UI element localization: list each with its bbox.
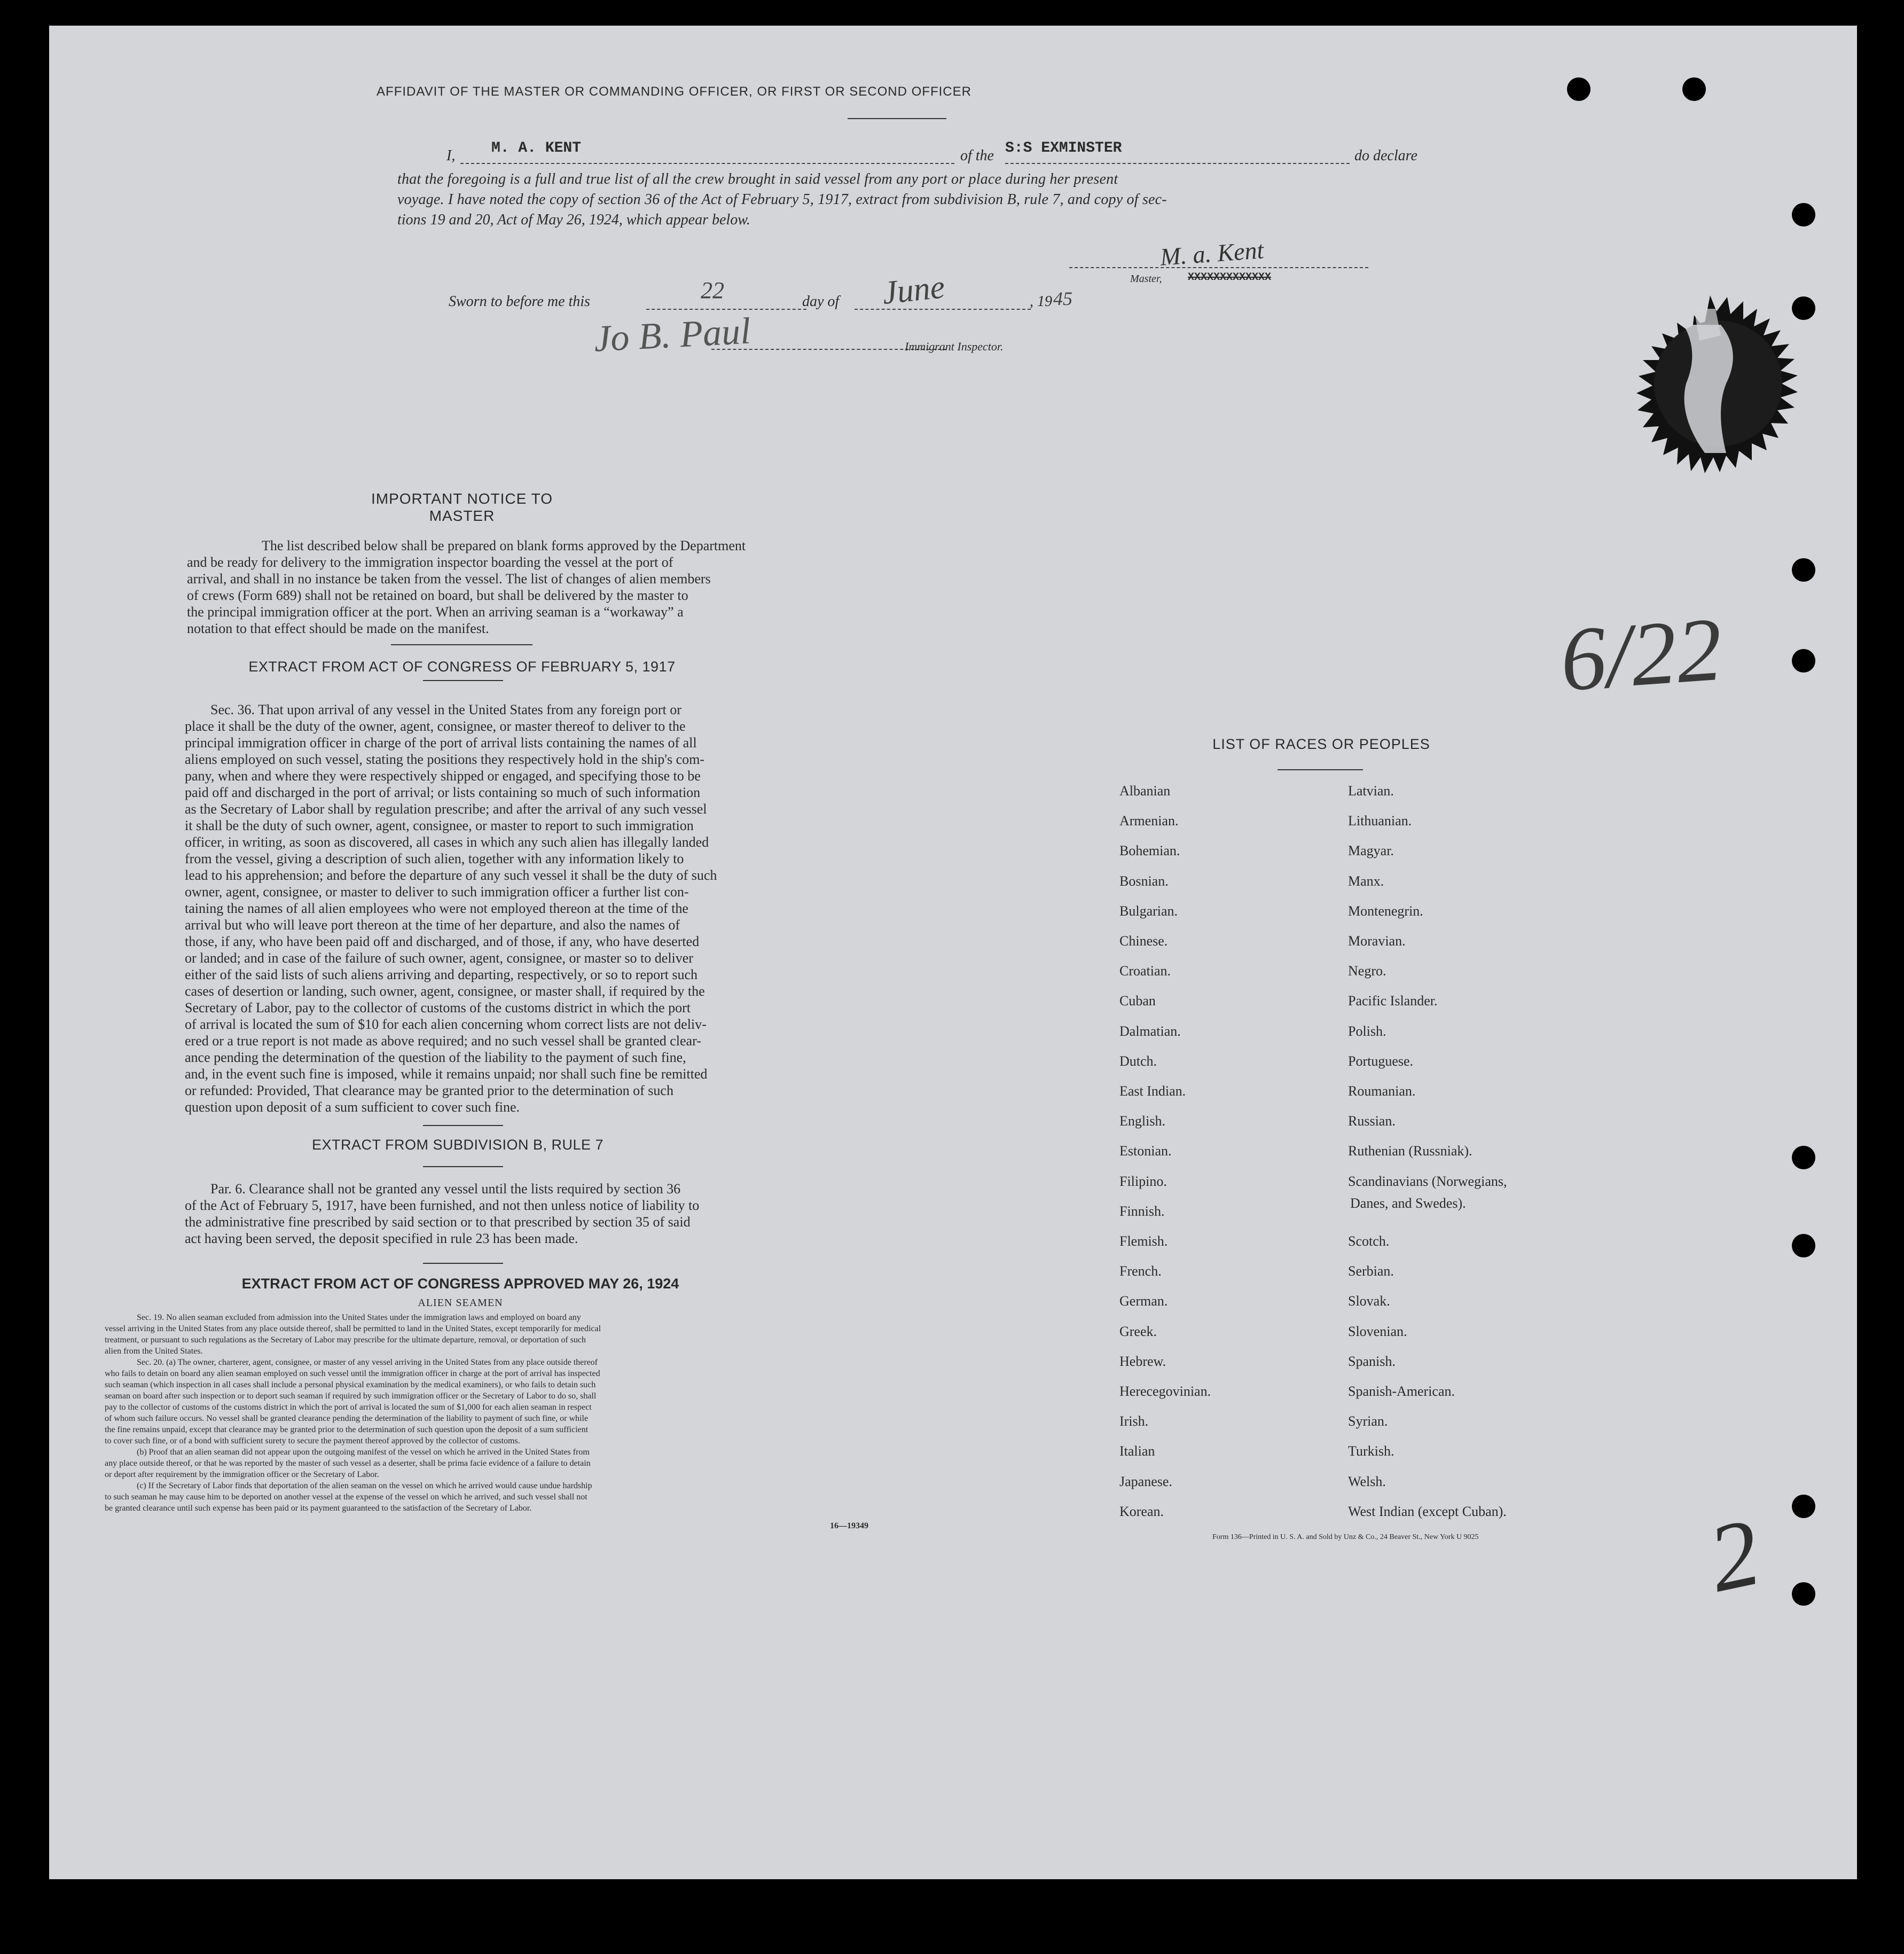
- text-line: seaman on board after such inspection or to deport such seaman if required by such immigration officer or the Secretary of Labor to do so, shall: [105, 1392, 597, 1401]
- race-item: Croatian.: [1119, 963, 1171, 979]
- text-line: or landed; and in case of the failure of such owner, agent, consignee, or master so to deliver: [185, 950, 693, 966]
- text-line: owner, agent, consignee, or master to deliver to such immigration officer a further list con-: [185, 884, 689, 900]
- race-item: Serbian.: [1348, 1263, 1394, 1279]
- race-item: Scotch.: [1348, 1233, 1390, 1249]
- race-item: Russian.: [1348, 1113, 1396, 1129]
- section-rule: [423, 680, 503, 681]
- vessel-name: S:S EXMINSTER: [1005, 140, 1122, 157]
- punch-hole: [1792, 203, 1815, 226]
- master-caption: Master,: [1130, 273, 1162, 285]
- text-line: question upon deposit of a sum sufficient to cover such fine.: [185, 1099, 520, 1115]
- text-line: alien from the United States.: [105, 1347, 203, 1356]
- race-item: Chinese.: [1119, 933, 1168, 949]
- vessel-dotted-line: [1005, 163, 1350, 164]
- race-item: East Indian.: [1119, 1083, 1186, 1099]
- document-page: [49, 26, 1857, 1879]
- sworn-day: 22: [701, 277, 724, 303]
- text-line: (c) If the Secretary of Labor finds that deportation of the alien seaman on the vessel on which he arrived would cause undue hardship: [137, 1481, 592, 1490]
- section-rule: [423, 1263, 503, 1264]
- text-line: it shall be the duty of such owner, agent, consignee, or master to report to such immigration: [185, 818, 694, 833]
- affidavit-line-2: that the foregoing is a full and true list of all the crew brought in said vessel from any port or place during her present: [397, 171, 1118, 187]
- extract-1917-body: [185, 701, 841, 1115]
- race-item: Polish.: [1348, 1023, 1386, 1039]
- race-item: West Indian (except Cuban).: [1348, 1503, 1507, 1519]
- extract-1924-body: [105, 1313, 927, 1515]
- race-item: Manx.: [1348, 873, 1384, 889]
- handwritten-date-note: 6/22: [1557, 598, 1726, 710]
- punch-hole: [1792, 296, 1815, 320]
- text-line: to cover such fine, or of a bond with sufficient surety to secure the payment thereof approved by the collector of customs.: [105, 1436, 520, 1445]
- text-line: Sec. 20. (a) The owner, charterer, agent, consignee, or master of any vessel arriving in the United States from any place outside thereof: [137, 1358, 598, 1367]
- punch-hole: [1792, 1146, 1815, 1169]
- name-dotted-line: [460, 163, 954, 164]
- day-dotted-line: [646, 309, 806, 310]
- text-line: lead to his apprehension; and before the departure of any such vessel it shall be the duty of such: [185, 867, 717, 883]
- race-item: Spanish-American.: [1348, 1384, 1455, 1399]
- text-line: (b) Proof that an alien seaman did not appear upon the outgoing manifest of the vessel on which he arrived in the United States from: [137, 1448, 590, 1457]
- extract-1924-title: EXTRACT FROM ACT OF CONGRESS APPROVED MAY 26, 1924: [241, 1276, 679, 1292]
- text-line: arrival, and shall in no instance be taken from the vessel. The list of changes of alien members: [187, 571, 711, 587]
- race-scandinavians-continued: Danes, and Swedes).: [1350, 1195, 1466, 1211]
- text-line: officer, in writing, as soon as discovered, all cases in which any such alien has illegally landed: [185, 834, 709, 850]
- text-line: of whom such failure occurs. No vessel shall be granted clearance pending the determination of the liability to payment of such fine, or while: [105, 1414, 589, 1423]
- race-item: Slovenian.: [1348, 1323, 1407, 1339]
- master-signature-line: [1069, 267, 1368, 268]
- text-line: Secretary of Labor, pay to the collector of customs of the customs district in which the port: [185, 1000, 691, 1015]
- race-item: Latvian.: [1348, 783, 1394, 799]
- text-line: arrival but who will leave port thereon at the time of her departure, and also the names of: [185, 917, 680, 933]
- race-item: Finnish.: [1119, 1203, 1165, 1219]
- punch-hole: [1567, 77, 1590, 101]
- races-title: LIST OF RACES OR PEOPLES: [1212, 736, 1430, 752]
- affidavit-title: AFFIDAVIT OF THE MASTER OR COMMANDING OFFICER, OR FIRST OR SECOND OFFICER: [377, 84, 971, 99]
- text-line: be granted clearance until such expense has been paid or its payment guaranteed to the satisfaction of the Secretary of Labor.: [105, 1504, 532, 1513]
- race-item: Welsh.: [1348, 1473, 1386, 1489]
- text-line: Sec. 19. No alien seaman excluded from admission into the United States under the immigration laws and employed on board any: [137, 1313, 581, 1322]
- race-item: Negro.: [1348, 963, 1386, 979]
- race-item: Bulgarian.: [1119, 903, 1178, 919]
- text-line: act having been served, the deposit specified in rule 23 has been made.: [185, 1231, 578, 1246]
- punch-hole: [1792, 649, 1815, 673]
- sworn-label: Sworn to before me this: [449, 293, 590, 310]
- notary-seal: [1593, 293, 1828, 512]
- text-line: of crews (Form 689) shall not be retained on board, but shall be delivered by the master to: [187, 588, 688, 603]
- year-suffix: 45: [1053, 288, 1072, 309]
- punch-hole: [1792, 1234, 1815, 1257]
- text-line: as the Secretary of Labor shall by regulation prescribe; and after the arrival of any such vessel: [185, 801, 707, 817]
- race-item: Estonian.: [1119, 1143, 1172, 1159]
- text-line: paid off and discharged in the port of arrival; or lists containing so much of such information: [185, 785, 701, 800]
- race-item: Cuban: [1119, 993, 1156, 1009]
- race-item: Roumanian.: [1348, 1083, 1416, 1099]
- race-item: Turkish.: [1348, 1443, 1394, 1459]
- text-line: Sec. 36. That upon arrival of any vessel in the United States from any foreign port or: [210, 702, 681, 717]
- text-line: vessel arriving in the United States from any place outside thereof, shall be permitted to land in the United States, except temporarily for medical: [105, 1324, 601, 1333]
- extract-1917-title: EXTRACT FROM ACT OF CONGRESS OF FEBRUARY 5, 1917: [248, 659, 676, 675]
- race-item: Pacific Islander.: [1348, 993, 1438, 1009]
- text-line: of the Act of February 5, 1917, have been furnished, and not then unless notice of liability to: [185, 1198, 700, 1213]
- handwritten-page-mark: 2: [1699, 1498, 1769, 1613]
- text-line: the principal immigration officer at the port. When an arriving seaman is a “workaway” a: [187, 604, 684, 620]
- race-item: French.: [1119, 1263, 1162, 1279]
- race-item: Moravian.: [1348, 933, 1406, 949]
- i-label: I,: [446, 147, 456, 164]
- race-item: Korean.: [1119, 1503, 1164, 1519]
- of-the-label: of the: [960, 147, 994, 164]
- affidavit-line-4: tions 19 and 20, Act of May 26, 1924, which appear below.: [397, 212, 750, 228]
- inspector-caption: Immigrant Inspector.: [905, 340, 1004, 353]
- section-rule: [391, 644, 532, 645]
- race-item: Magyar.: [1348, 843, 1394, 859]
- text-line: treatment, or pursuant to such regulations as the Secretary of Labor may prescribe for the ultimate departure, removal, or deportation of such: [105, 1335, 586, 1345]
- footer-form-note: Form 136—Printed in U. S. A. and Sold by Unz & Co., 24 Beaver St., New York U 9025: [1212, 1533, 1479, 1541]
- text-line: such seaman (which inspection in all cases shall include a personal physical examination by the medical examiners), or who fails to detain such: [105, 1380, 596, 1389]
- text-line: of arrival is located the sum of $10 for each alien concerning whom correct lists are not deliv-: [185, 1017, 707, 1032]
- master-struck-text: XXXXXXXXXXXXX: [1188, 271, 1272, 284]
- text-line: either of the said lists of such aliens arriving and departing, respectively, or so to report such: [185, 967, 698, 982]
- punch-hole: [1792, 1495, 1815, 1518]
- punch-hole: [1792, 558, 1815, 582]
- text-line: the administrative fine prescribed by said section or to that prescribed by section 35 of said: [185, 1214, 691, 1230]
- races-rule: [1278, 769, 1363, 770]
- text-line: principal immigration officer in charge of the port of arrival lists containing the names of all: [185, 735, 697, 751]
- text-line: cases of desertion or landing, such owner, agent, consignee, or master shall, if required by the: [185, 983, 705, 999]
- text-line: any place outside thereof, or that he was reported by the master of such vessel as a deserter, shall be prima facie evidence of a failure to detain: [105, 1459, 591, 1468]
- text-line: aliens employed on such vessel, stating the positions they respectively hold in the ship's com-: [185, 752, 705, 767]
- text-line: Par. 6. Clearance shall not be granted any vessel until the lists required by section 36: [210, 1181, 681, 1197]
- notice-body: [187, 537, 840, 637]
- race-item: Bohemian.: [1119, 843, 1180, 859]
- race-item: Dutch.: [1119, 1053, 1157, 1069]
- master-signature: M. a. Kent: [1159, 236, 1265, 271]
- text-line: who fails to detain on board any alien seaman employed on such vessel until the immigration officer in charge at the port of arrival has inspected: [105, 1369, 600, 1378]
- month-dotted-line: [855, 309, 1031, 310]
- affidavit-line-3: voyage. I have noted the copy of section 36 of the Act of February 5, 1917, extract from subdivision B, rule 7, and copy of sec-: [397, 191, 1167, 208]
- punch-hole: [1682, 77, 1706, 101]
- sworn-month: June: [880, 269, 947, 311]
- section-rule: [423, 1125, 503, 1126]
- race-item: Lithuanian.: [1348, 813, 1412, 829]
- text-line: pay to the collector of customs of the customs district in which the port of arrival is located the sum of $1,000 for each alien seaman in respect: [105, 1403, 592, 1412]
- text-line: or deport after requirement by the immigration officer or the Secretary of Labor.: [105, 1470, 379, 1479]
- race-item: English.: [1119, 1113, 1165, 1129]
- race-item: German.: [1119, 1293, 1168, 1309]
- section-rule: [423, 1166, 503, 1167]
- race-item: Herecegovinian.: [1119, 1384, 1211, 1399]
- race-item: Spanish.: [1348, 1353, 1396, 1369]
- race-item: Scandinavians (Norwegians,: [1348, 1173, 1507, 1189]
- race-item: Bosnian.: [1119, 873, 1169, 889]
- text-line: taining the names of all alien employees who were not employed thereon at the time of the: [185, 901, 688, 916]
- extract-rule7-body: [185, 1181, 841, 1247]
- inspector-signature: Jo B. Paul: [593, 310, 752, 360]
- text-line: ered or a true report is not made as above required; and no such vessel shall be granted clear-: [185, 1033, 701, 1049]
- extract-rule7-title: EXTRACT FROM SUBDIVISION B, RULE 7: [311, 1137, 604, 1153]
- race-item: Japanese.: [1119, 1473, 1172, 1489]
- extract-1924-subtitle: ALIEN SEAMEN: [418, 1297, 503, 1309]
- text-line: ance pending the determination of the question of the liability to the payment of such fine,: [185, 1050, 686, 1065]
- race-item: Italian: [1119, 1443, 1155, 1459]
- text-line: notation to that effect should be made on the manifest.: [187, 621, 489, 636]
- text-line: and be ready for delivery to the immigration inspector boarding the vessel at the port of: [187, 554, 673, 570]
- text-line: to such seaman he may cause him to be deported on another vessel at the expense of the vessel on which he arrived, and such vessel shall not: [105, 1492, 587, 1502]
- year-prefix: , 19: [1030, 293, 1052, 310]
- race-item: Ruthenian (Russniak).: [1348, 1143, 1472, 1159]
- text-line: the fine remains unpaid, except that clearance may be granted prior to the determination of such question upon the deposit of a sum sufficient: [105, 1425, 589, 1434]
- do-declare-label: do declare: [1354, 147, 1417, 164]
- race-item: Irish.: [1119, 1413, 1149, 1429]
- race-item: Greek.: [1119, 1323, 1157, 1339]
- race-item: Syrian.: [1348, 1413, 1388, 1429]
- notice-title: IMPORTANT NOTICE TO MASTER: [371, 490, 553, 524]
- text-line: pany, when and where they were respectively shipped or engaged, and specifying those to be: [185, 768, 701, 784]
- text-line: from the vessel, giving a description of such alien, together with any information likely to: [185, 851, 684, 866]
- race-item: Portuguese.: [1348, 1053, 1414, 1069]
- day-of-label: day of: [802, 293, 840, 310]
- race-item: Hebrew.: [1119, 1353, 1166, 1369]
- race-item: Slovak.: [1348, 1293, 1390, 1309]
- title-rule: [848, 118, 946, 119]
- text-line: The list described below shall be prepared on blank forms approved by the Department: [262, 538, 746, 553]
- race-item: Armenian.: [1119, 813, 1179, 829]
- text-line: those, if any, who have been paid off and discharged, and of those, if any, who have deserted: [185, 934, 700, 949]
- race-item: Flemish.: [1119, 1233, 1168, 1249]
- text-line: or refunded: Provided, That clearance may be granted prior to the determination of such: [185, 1083, 673, 1098]
- form-code: 16—19349: [830, 1521, 868, 1530]
- race-item: Montenegrin.: [1348, 903, 1423, 919]
- text-line: place it shall be the duty of the owner, agent, consignee, or master thereof to deliver to the: [185, 718, 686, 734]
- race-item: Filipino.: [1119, 1173, 1167, 1189]
- punch-hole: [1792, 1582, 1815, 1606]
- text-line: and, in the event such fine is imposed, while it remains unpaid; nor shall such fine be remitted: [185, 1066, 708, 1082]
- race-item: Dalmatian.: [1119, 1023, 1181, 1039]
- race-item: Albanian: [1119, 783, 1171, 799]
- master-name: M. A. KENT: [491, 140, 582, 157]
